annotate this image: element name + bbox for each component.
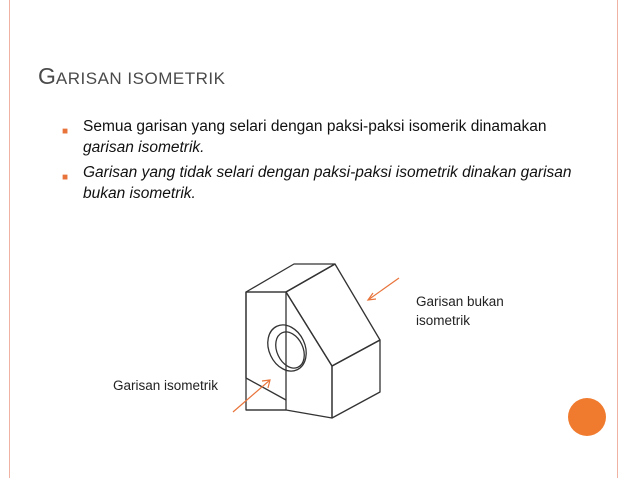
bullet-dot-icon: ■: [62, 126, 69, 137]
block-right-face: [332, 340, 380, 418]
block-front-face: [246, 292, 286, 410]
block-hole: [261, 319, 314, 378]
bullet1-text: Semua garisan yang selari dengan paksi-paksi isomerik dinamakan: [83, 118, 547, 135]
arrow-isometric: [233, 380, 270, 412]
label-non-isometric: Garisan bukan isometrik: [416, 294, 504, 328]
title-rest: ARISAN ISOMETRIK: [55, 69, 226, 88]
block-top-face: [246, 264, 335, 292]
bullet2-text: Garisan yang tidak selari dengan paksi-paksi isometrik dinakan garisan bukan isometrik.: [83, 164, 572, 202]
title-initial: G: [38, 63, 56, 89]
bullet1-italic: garisan isometrik.: [83, 139, 205, 156]
label-isometric: Garisan isometrik: [113, 378, 219, 393]
bullet-dot-icon: ■: [62, 172, 69, 183]
arrow-non-isometric: [368, 278, 399, 300]
orange-circle-decoration: [568, 398, 606, 436]
